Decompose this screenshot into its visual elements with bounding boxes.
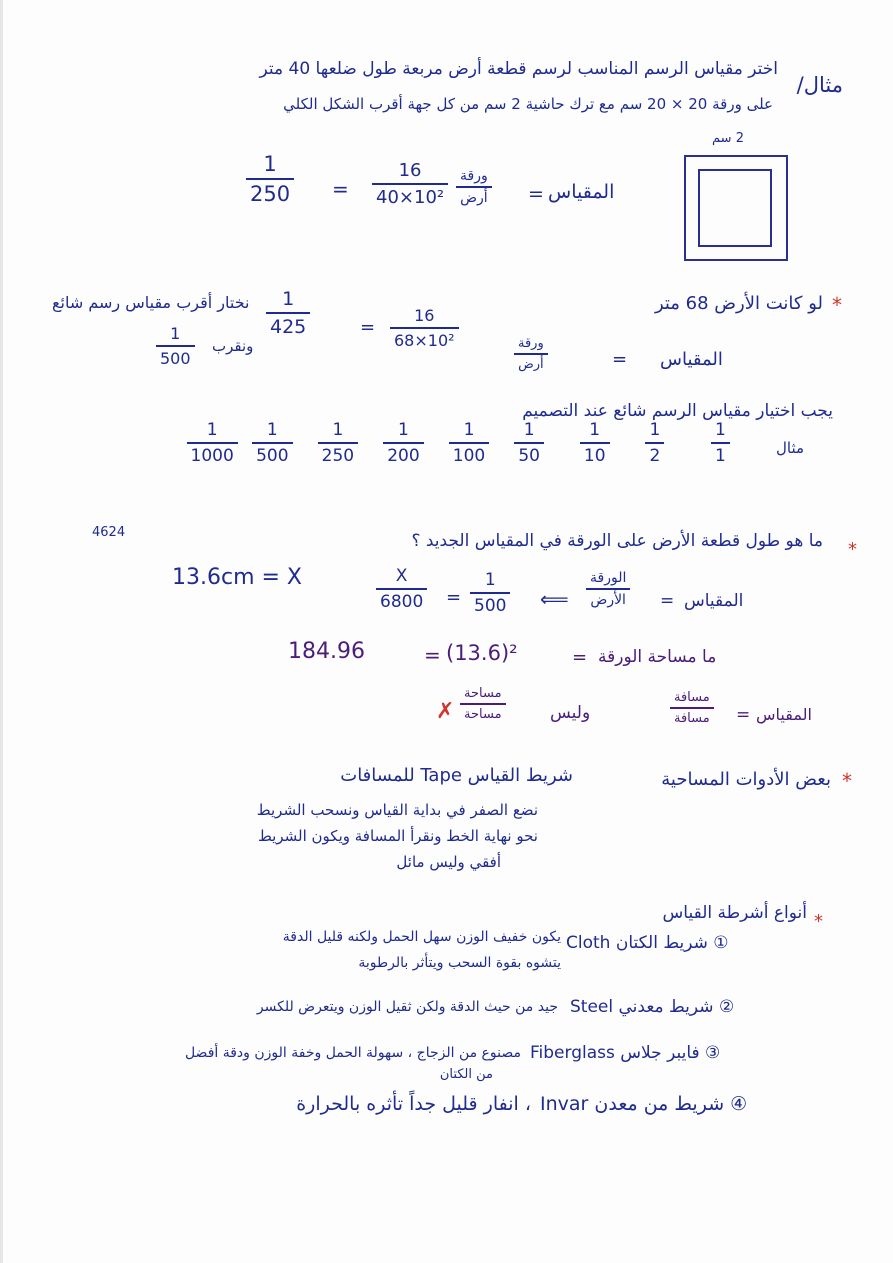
tape-type-fiberglass-desc: مصنوع من الزجاج ، سهولة الحمل وخفة الوزن ودقة أفضل [184,1045,521,1061]
new-length-eq: $\frac{1}{500}$ [470,570,510,616]
land68-note: نختار أقرب مقياس رسم شائع [52,293,250,312]
scale-fraction: $\frac{1}{250}$ [318,420,358,466]
equals-sign: = [332,177,349,201]
land68-result: $\frac{1}{425}$ [266,288,310,338]
scale-fraction: $\frac{1}{200}$ [383,420,423,466]
example-line-1: اختر مقياس الرسم المناسب لرسم قطعة أرض مربعة طول ضلعها 40 متر [259,59,778,79]
bullet-star: * [832,293,842,317]
scale-fraction: $\frac{1}{500}$ [252,420,292,466]
tools-title: بعض الأدوات المساحية [661,769,831,790]
area-label: ما مساحة الورقة [598,647,717,667]
equals-sign: = [528,183,544,205]
tape-type-fiberglass-desc-2: من الكتان [439,1067,493,1082]
area-value: 184.96 [288,639,365,664]
tape-type-invar: ④ شريط من معدن Invar [540,1093,748,1115]
scale-fraction: $\frac{1}{50}$ [514,420,544,466]
tools-desc-1: نضع الصفر في بداية القياس ونسحب الشريط [256,801,538,819]
tape-type-fiberglass: ③ فايبر جلاس Fiberglass [530,1043,721,1063]
tools-desc-2: نحو نهاية الخط ونقرأ المسافة ويكون الشريط [257,827,538,845]
equals-sign: = [572,647,588,668]
margin-note: 4624 [92,525,126,540]
bullet-star: * [842,769,852,793]
land68-calc: $\frac{16}{\text{68×10²}}$ [390,306,459,350]
scale-fraction: $\frac{1}{2}$ [645,420,664,466]
bullet-star: * [814,911,823,932]
scale-fraction: $\frac{1}{1}$ [711,420,730,466]
tape-type-steel-desc: جيد من حيث الدقة ولكن ثقيل الوزن ويتعرض للكسر [256,999,558,1015]
land68-choice: $\frac{1}{500}$ [156,324,195,368]
scale-fraction: $\frac{1}{10}$ [580,420,610,466]
square-margin-label: 2 سم [712,131,744,146]
scale-note-text: وليس [550,703,591,723]
arrow-left-icon: ⟸ [540,587,569,611]
tools-desc-3: أفقي وليس مائل [396,853,501,871]
scale-note-label: المقياس [756,705,812,724]
example-scale-label: المقياس [548,181,615,203]
example-line-2: على ورقة 20 × 20 سم مع ترك حاشية 2 سم من كل جهة أقرب الشكل الكلي [283,95,773,113]
equals-sign: = [360,317,376,338]
tape-type-steel: ② شريط معدني Steel [570,997,735,1017]
tape-type-cloth: ① شريط الكتان Cloth [566,933,729,953]
land-square-inner [698,169,772,247]
equals-sign: = [612,349,628,370]
scale-note-area: مساحة مساحة [460,686,506,722]
tools-item-1: شريط القياس Tape للمسافات [340,765,573,786]
equals-sign: = [446,587,462,608]
new-length-scale-label: المقياس [684,591,744,611]
equals-sign: = [736,705,751,725]
example-title: مثال/ [796,73,843,97]
tape-type-cloth-desc: يكون خفيف الوزن سهل الحمل ولكنه قليل الدقة [282,929,561,945]
area-expr: (13.6)² [446,641,518,665]
example-calc: $\frac{16}{\text{40×10²}}$ [372,160,448,208]
common-scales-text: يجب اختيار مقياس الرسم شائع عند التصميم [522,401,833,421]
land68-scale-label: المقياس [660,349,723,370]
new-length-ratio: الورقة الأرض [586,570,630,608]
scale-note-distance: مسافة مسافة [670,690,714,726]
new-length-x: $\frac{X}{6800}$ [376,566,427,612]
cross-mark: ✗ [436,699,455,724]
land68-ratio: ورقة أرض [514,336,548,372]
tape-type-invar-desc: ، انفار قليل جداً تأثره بالحرارة [296,1093,531,1115]
tape-types-title: أنواع أشرطة القياس [662,903,807,923]
new-length-answer: 13.6cm = X [172,565,303,590]
example-ratio: ورقة أرض [456,168,492,206]
land68-choice-note: ونقرب [212,337,254,355]
land68-text: لو كانت الأرض 68 متر [654,293,823,314]
new-length-question: ما هو طول قطعة الأرض على الورقة في المقياس الجديد ؟ [411,531,823,551]
tape-type-cloth-desc-2: يتشوه بقوة السحب ويتأثر بالرطوبة [358,955,561,971]
common-scales-example: مثال [776,439,805,457]
equals-sign: = [660,591,675,611]
bullet-star: * [848,539,857,560]
scale-fraction: $\frac{1}{1000}$ [187,420,238,466]
page-edge [0,0,3,1263]
equals-sign: = [424,643,441,667]
scale-fraction: $\frac{1}{100}$ [449,420,489,466]
example-result: $\frac{1}{250}$ [246,152,294,206]
common-scales-list [180,420,770,490]
